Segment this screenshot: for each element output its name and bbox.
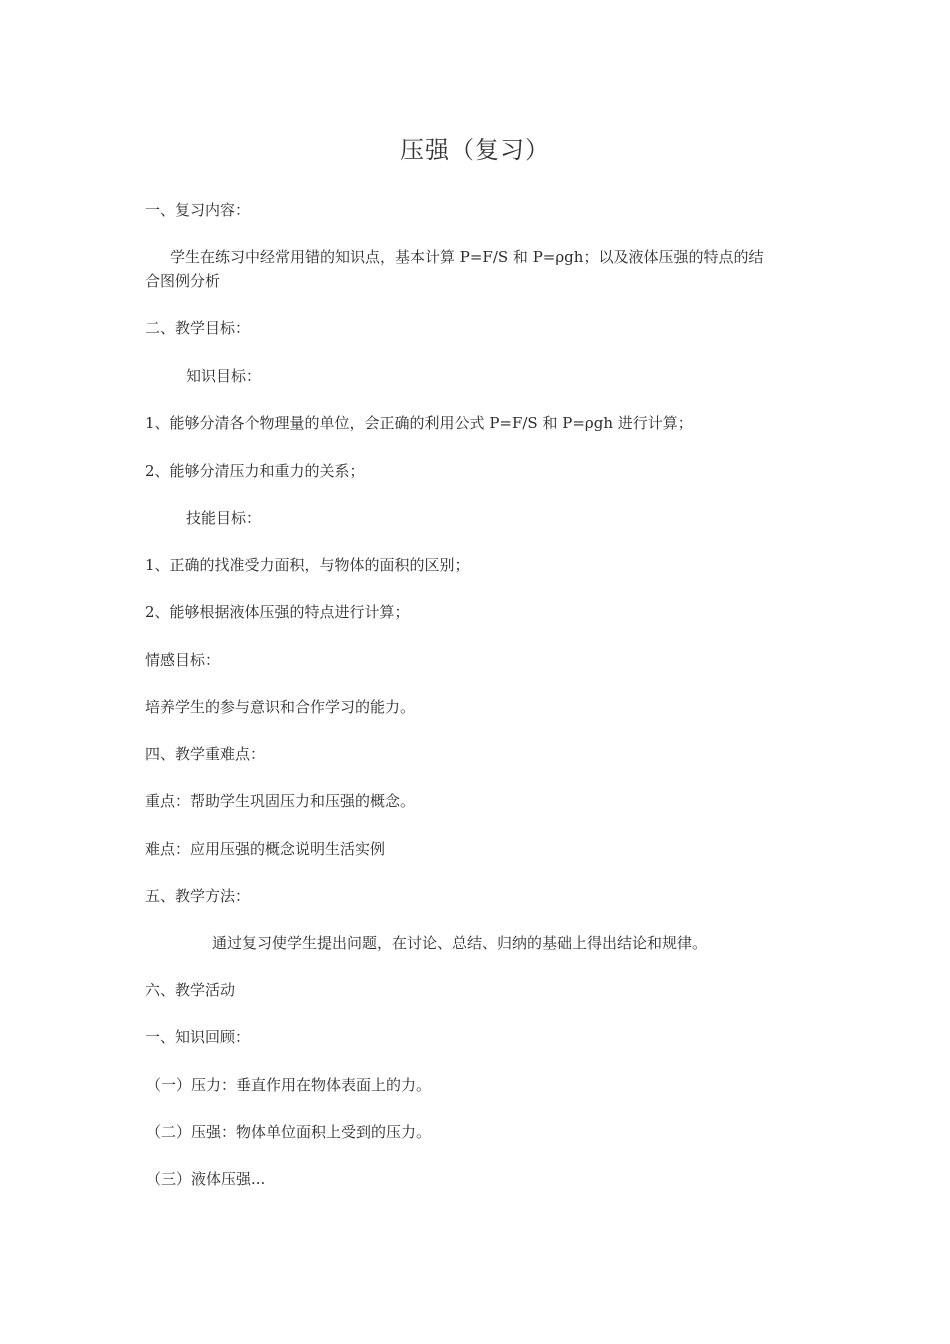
emotional-goal-text: 培养学生的参与意识和合作学习的能力。: [145, 698, 416, 716]
review-item-pressure-force: （一）压力：垂直作用在物体表面上的力。: [146, 1076, 432, 1094]
section-heading-review-content: 一、复习内容：: [145, 201, 251, 219]
review-content-text-line-2: 合图例分析: [145, 272, 221, 290]
subheading-emotional-goals: 情感目标：: [145, 651, 221, 669]
document-title: 压强（复习）: [400, 136, 550, 164]
key-point-text: 重点：帮助学生巩固压力和压强的概念。: [145, 792, 416, 810]
subheading-knowledge-goals: 知识目标：: [186, 367, 262, 385]
section-heading-teaching-goals: 二、教学目标：: [145, 319, 251, 337]
skill-goal-1: 1、正确的找准受力面积，与物体的面积的区别；: [145, 556, 470, 574]
section-heading-teaching-activities: 六、教学活动: [145, 981, 236, 999]
subheading-knowledge-review: 一、知识回顾：: [145, 1028, 251, 1046]
knowledge-goal-1: 1、能够分清各个物理量的单位，会正确的利用公式 P=F/S 和 P=ρgh 进行计算；: [145, 414, 693, 432]
teaching-method-text: 通过复习使学生提出问题，在讨论、总结、归纳的基础上得出结论和规律。: [212, 934, 708, 952]
section-heading-key-points: 四、教学重难点：: [145, 745, 266, 763]
review-content-text-line-1: 学生在练习中经常用错的知识点，基本计算 P=F/S 和 P=ρgh；以及液体压强的特点的结: [170, 248, 764, 266]
review-item-pressure: （二）压强：物体单位面积上受到的压力。: [146, 1123, 432, 1141]
knowledge-goal-2: 2、能够分清压力和重力的关系；: [145, 462, 365, 480]
review-item-liquid-pressure: （三）液体压强...: [146, 1170, 266, 1188]
difficult-point-text: 难点：应用压强的概念说明生活实例: [145, 840, 386, 858]
subheading-skill-goals: 技能目标：: [186, 509, 262, 527]
skill-goal-2: 2、能够根据液体压强的特点进行计算；: [145, 603, 410, 621]
section-heading-teaching-methods: 五、教学方法：: [145, 887, 251, 905]
